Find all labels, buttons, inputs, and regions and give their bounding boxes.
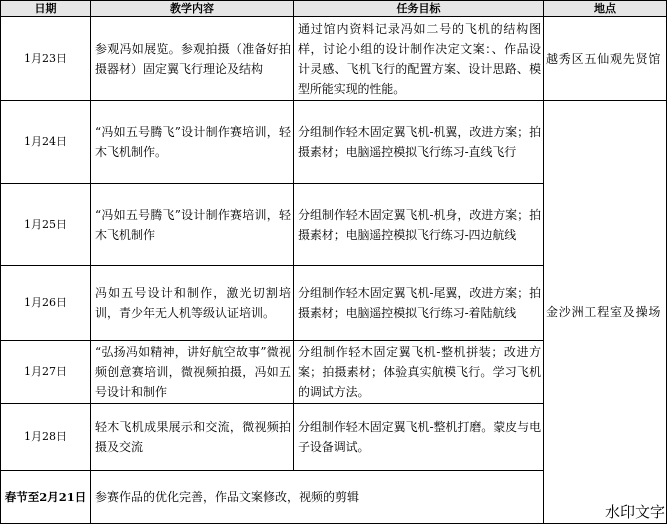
date-text: 1月23日: [24, 51, 67, 65]
goal-text: 通过馆内资料记录冯如二号的飞机的结构图样，讨论小组的设计制作决定文案：、作品设计灵感、飞机飞行的配置方案、设计思路、模型所能实现的性能。: [298, 21, 541, 96]
date-cell: [1, 266, 90, 340]
date-text: 1月28日: [24, 430, 67, 443]
final-date-cell: [1, 471, 90, 523]
goal-text: 分组制作轻木固定翼飞机-整机打磨。蒙皮与电子设备调试。: [298, 420, 541, 454]
content-text: 轻木飞机成果展示和交流，微视频拍摄及交流: [95, 420, 291, 454]
content-text: 参观冯如展览。参观拍摄（准备好拍摄器材）固定翼飞行理论及结构: [95, 41, 291, 76]
goal-cell: [294, 17, 543, 100]
content-text: 冯如五号设计和制作，激光切割培训，青少年无人机等级认证培训。: [95, 286, 291, 320]
content-cell: [91, 101, 293, 183]
final-content-cell: [91, 471, 543, 523]
date-text: 1月27日: [24, 365, 67, 378]
date-cell: [1, 341, 90, 403]
header-content-label: 教学内容: [170, 2, 214, 15]
header-content-cell: [91, 1, 293, 16]
goal-cell: [294, 404, 543, 470]
date-cell: [1, 101, 90, 183]
goal-text: 分组制作轻木固定翼飞机-尾翼，改进方案；拍摄素材；电脑遥控模拟飞行练习-着陆航线: [298, 286, 541, 320]
header-location-label: 地点: [594, 2, 616, 15]
content-cell: [91, 17, 293, 100]
location-text: 越秀区五仙观先贤馆: [546, 51, 662, 66]
content-cell: [91, 404, 293, 470]
date-cell: [1, 17, 90, 100]
goal-text: 分组制作轻木固定翼飞机-机翼，改进方案；拍摄素材；电脑遥控模拟飞行练习-直线飞行: [298, 125, 541, 159]
final-content-text: 参赛作品的优化完善，作品文案修改，视频的剪辑: [95, 490, 360, 504]
date-cell: [1, 404, 90, 470]
content-text: “冯如五号腾飞”设计制作赛培训，轻木飞机制作: [95, 207, 291, 242]
header-goal-cell: [294, 1, 543, 16]
content-text: “冯如五号腾飞”设计制作赛培训，轻木飞机制作。: [95, 125, 291, 159]
date-text: 1月25日: [24, 217, 67, 231]
date-text: 1月26日: [24, 296, 67, 309]
goal-text: 分组制作轻木固定翼飞机-整机拼装；改进方案；拍摄素材；体验真实航模飞行。学习飞机的调试方法。: [298, 345, 541, 399]
content-text: “弘扬冯如精神，讲好航空故事”微视频创意赛培训，微视频拍摄，冯如五号设计和制作: [95, 345, 291, 399]
content-cell: [91, 341, 293, 403]
goal-cell: [294, 341, 543, 403]
location-cell: [544, 17, 666, 100]
goal-cell: [294, 266, 543, 340]
merged-location-cell: [544, 101, 666, 523]
date-text: 1月24日: [24, 135, 67, 148]
date-cell: [1, 184, 90, 265]
content-cell: [91, 266, 293, 340]
header-location-cell: [544, 1, 666, 16]
goal-text: 分组制作轻木固定翼飞机-机身，改进方案；拍摄素材；电脑遥控模拟飞行练习-四边航线: [298, 207, 541, 242]
final-date-text: 春节至2月21日: [4, 490, 87, 504]
header-goal-label: 任务目标: [396, 2, 441, 15]
header-date-cell: [1, 1, 90, 16]
merged-location-text: 金沙洲工程室及操场: [546, 305, 662, 319]
content-cell: [91, 184, 293, 265]
header-date-label: 日期: [34, 2, 57, 15]
goal-cell: [294, 184, 543, 265]
goal-cell: [294, 101, 543, 183]
watermark-text: 水印文字: [604, 503, 665, 521]
